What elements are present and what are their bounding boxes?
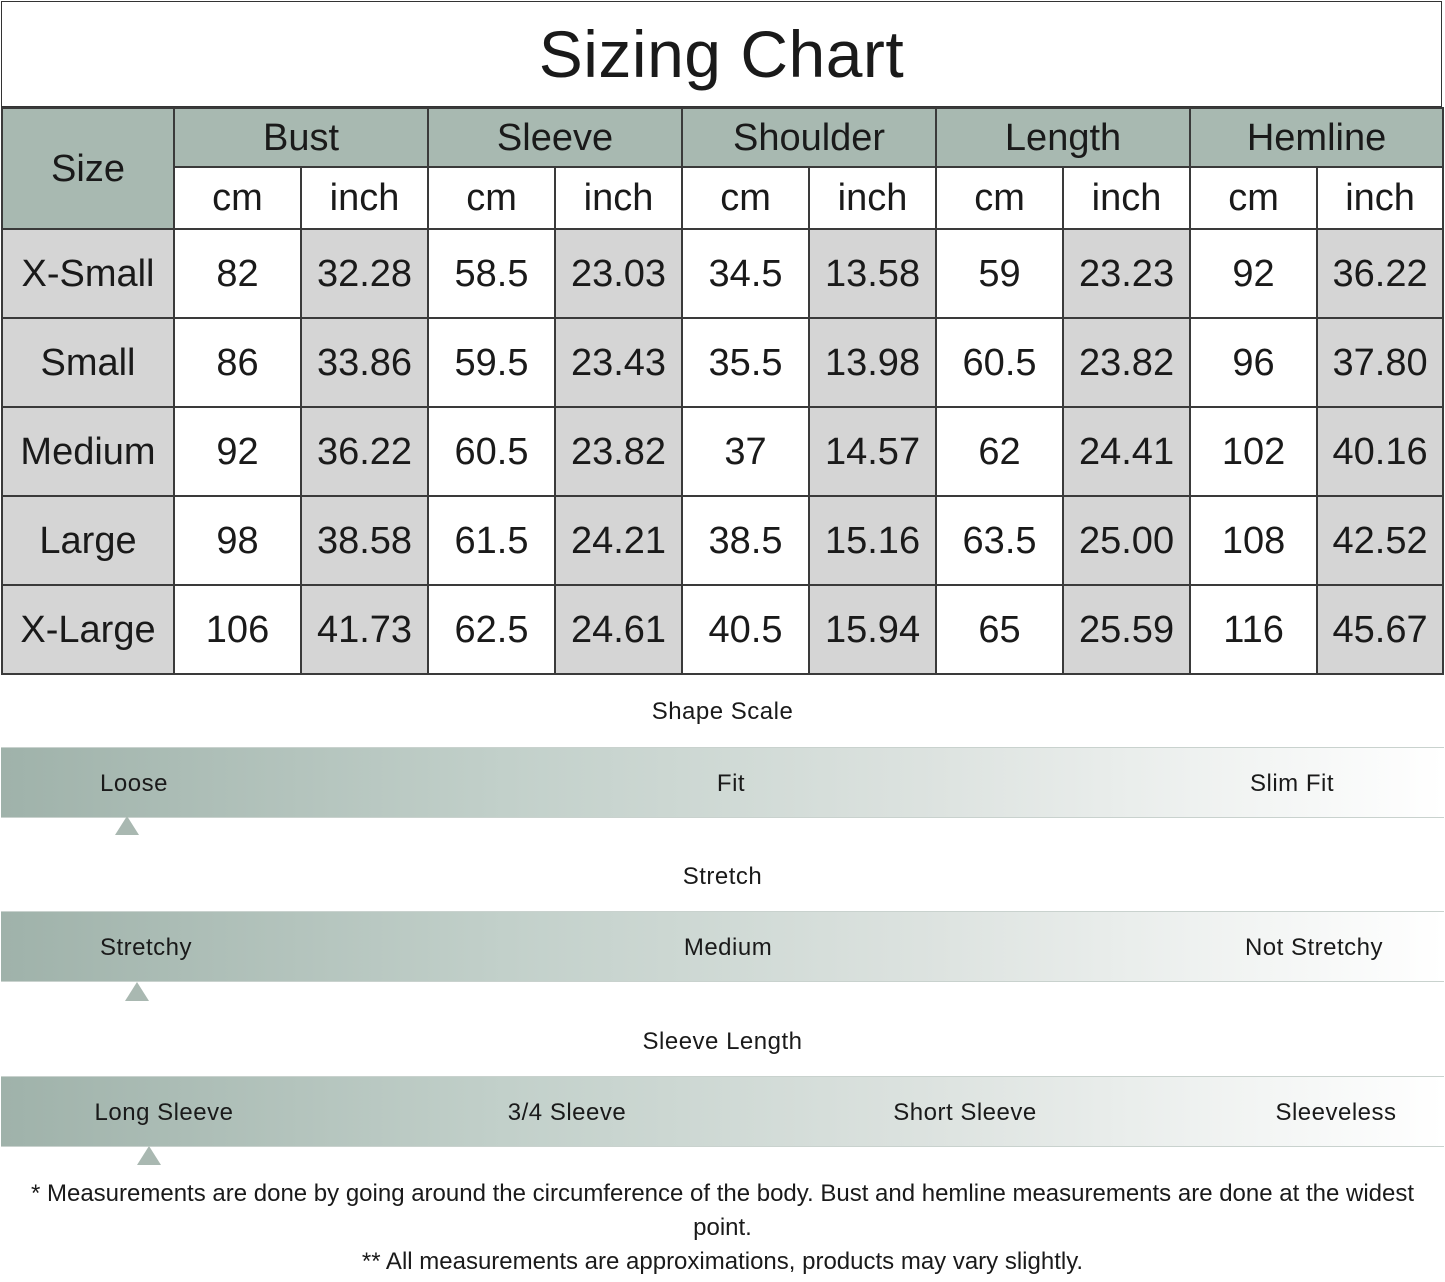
table-cell: 36.22 bbox=[301, 407, 428, 496]
size-label: Small bbox=[2, 318, 174, 407]
table-cell: 37.80 bbox=[1317, 318, 1443, 407]
unit-header-inch: inch bbox=[555, 167, 682, 229]
table-cell: 36.22 bbox=[1317, 229, 1443, 318]
table-cell: 33.86 bbox=[301, 318, 428, 407]
table-cell: 59.5 bbox=[428, 318, 555, 407]
scale-marker-triangle-icon bbox=[115, 816, 139, 835]
table-cell: 108 bbox=[1190, 496, 1317, 585]
table-cell: 40.5 bbox=[682, 585, 809, 674]
table-cell: 60.5 bbox=[936, 318, 1063, 407]
table-row bbox=[2, 407, 1443, 496]
table-cell: 13.58 bbox=[809, 229, 936, 318]
scale-label: Not Stretchy bbox=[1244, 934, 1384, 961]
table-cell: 92 bbox=[174, 407, 301, 496]
table-cell: 62 bbox=[936, 407, 1063, 496]
scale-label: Slim Fit bbox=[1250, 770, 1334, 797]
scale-label: 3/4 Sleeve bbox=[507, 1099, 627, 1126]
scale-title: Stretch bbox=[682, 863, 763, 890]
table-cell: 42.52 bbox=[1317, 496, 1443, 585]
table-cell: 13.98 bbox=[809, 318, 936, 407]
scale-label: Long Sleeve bbox=[94, 1099, 234, 1126]
table-cell: 86 bbox=[174, 318, 301, 407]
table-cell: 60.5 bbox=[428, 407, 555, 496]
group-header-row bbox=[2, 108, 1443, 167]
table-cell: 15.94 bbox=[809, 585, 936, 674]
table-row bbox=[2, 585, 1443, 674]
table-cell: 24.61 bbox=[555, 585, 682, 674]
unit-header-cm: cm bbox=[1190, 167, 1317, 229]
table-cell: 25.59 bbox=[1063, 585, 1190, 674]
table-cell: 98 bbox=[174, 496, 301, 585]
page-title: Sizing Chart bbox=[538, 17, 905, 91]
table-cell: 82 bbox=[174, 229, 301, 318]
scale-title: Sleeve Length bbox=[642, 1028, 803, 1055]
scale-label: Sleeveless bbox=[1275, 1099, 1397, 1126]
unit-header-row bbox=[2, 167, 1443, 229]
table-cell: 24.21 bbox=[555, 496, 682, 585]
size-label: X-Small bbox=[2, 229, 174, 318]
table-cell: 58.5 bbox=[428, 229, 555, 318]
group-header-sleeve: Sleeve bbox=[428, 108, 682, 167]
scale-label: Short Sleeve bbox=[893, 1099, 1037, 1126]
table-cell: 40.16 bbox=[1317, 407, 1443, 496]
table-cell: 23.82 bbox=[555, 407, 682, 496]
scale-bar bbox=[1, 911, 1444, 982]
scale-marker-triangle-icon bbox=[137, 1146, 161, 1165]
table-cell: 34.5 bbox=[682, 229, 809, 318]
table-cell: 35.5 bbox=[682, 318, 809, 407]
size-label: X-Large bbox=[2, 585, 174, 674]
size-header: Size bbox=[2, 108, 174, 229]
table-row bbox=[2, 229, 1443, 318]
unit-header-cm: cm bbox=[174, 167, 301, 229]
table-cell: 92 bbox=[1190, 229, 1317, 318]
table-cell: 59 bbox=[936, 229, 1063, 318]
note-measurement: * Measurements are done by going around the circumference of the body. Bust and hemline measurements are done at the widest point. bbox=[30, 1180, 1415, 1241]
table-cell: 23.03 bbox=[555, 229, 682, 318]
unit-header-cm: cm bbox=[682, 167, 809, 229]
group-header-bust: Bust bbox=[174, 108, 428, 167]
table-cell: 63.5 bbox=[936, 496, 1063, 585]
table-cell: 62.5 bbox=[428, 585, 555, 674]
scale-label: Loose bbox=[100, 770, 168, 797]
scale-title: Shape Scale bbox=[651, 698, 794, 725]
unit-header-inch: inch bbox=[1317, 167, 1443, 229]
scale-bar bbox=[1, 747, 1444, 818]
table-cell: 96 bbox=[1190, 318, 1317, 407]
table-cell: 37 bbox=[682, 407, 809, 496]
table-cell: 61.5 bbox=[428, 496, 555, 585]
scale-label: Medium bbox=[683, 934, 773, 961]
scale-marker-triangle-icon bbox=[125, 982, 149, 1001]
unit-header-inch: inch bbox=[1063, 167, 1190, 229]
title-box bbox=[1, 1, 1442, 107]
table-cell: 41.73 bbox=[301, 585, 428, 674]
unit-header-inch: inch bbox=[301, 167, 428, 229]
group-header-hemline: Hemline bbox=[1190, 108, 1443, 167]
table-row bbox=[2, 318, 1443, 407]
scale-bar bbox=[1, 1076, 1444, 1147]
table-row bbox=[2, 496, 1443, 585]
unit-header-cm: cm bbox=[936, 167, 1063, 229]
scale-label: Fit bbox=[716, 770, 746, 797]
size-label: Large bbox=[2, 496, 174, 585]
table-cell: 32.28 bbox=[301, 229, 428, 318]
unit-header-inch: inch bbox=[809, 167, 936, 229]
size-label: Medium bbox=[2, 407, 174, 496]
table-cell: 24.41 bbox=[1063, 407, 1190, 496]
table-cell: 23.43 bbox=[555, 318, 682, 407]
table-cell: 45.67 bbox=[1317, 585, 1443, 674]
table-cell: 23.23 bbox=[1063, 229, 1190, 318]
table-cell: 106 bbox=[174, 585, 301, 674]
size-table bbox=[1, 107, 1444, 675]
group-header-shoulder: Shoulder bbox=[682, 108, 936, 167]
table-cell: 23.82 bbox=[1063, 318, 1190, 407]
group-header-length: Length bbox=[936, 108, 1190, 167]
unit-header-cm: cm bbox=[428, 167, 555, 229]
table-cell: 38.58 bbox=[301, 496, 428, 585]
table-cell: 38.5 bbox=[682, 496, 809, 585]
table-cell: 14.57 bbox=[809, 407, 936, 496]
table-cell: 116 bbox=[1190, 585, 1317, 674]
notes bbox=[20, 1177, 1425, 1279]
note-approximation: ** All measurements are approximations, products may vary slightly. bbox=[361, 1248, 1084, 1275]
table-cell: 65 bbox=[936, 585, 1063, 674]
scale-label: Stretchy bbox=[99, 934, 193, 961]
table-cell: 102 bbox=[1190, 407, 1317, 496]
table-cell: 25.00 bbox=[1063, 496, 1190, 585]
table-cell: 15.16 bbox=[809, 496, 936, 585]
